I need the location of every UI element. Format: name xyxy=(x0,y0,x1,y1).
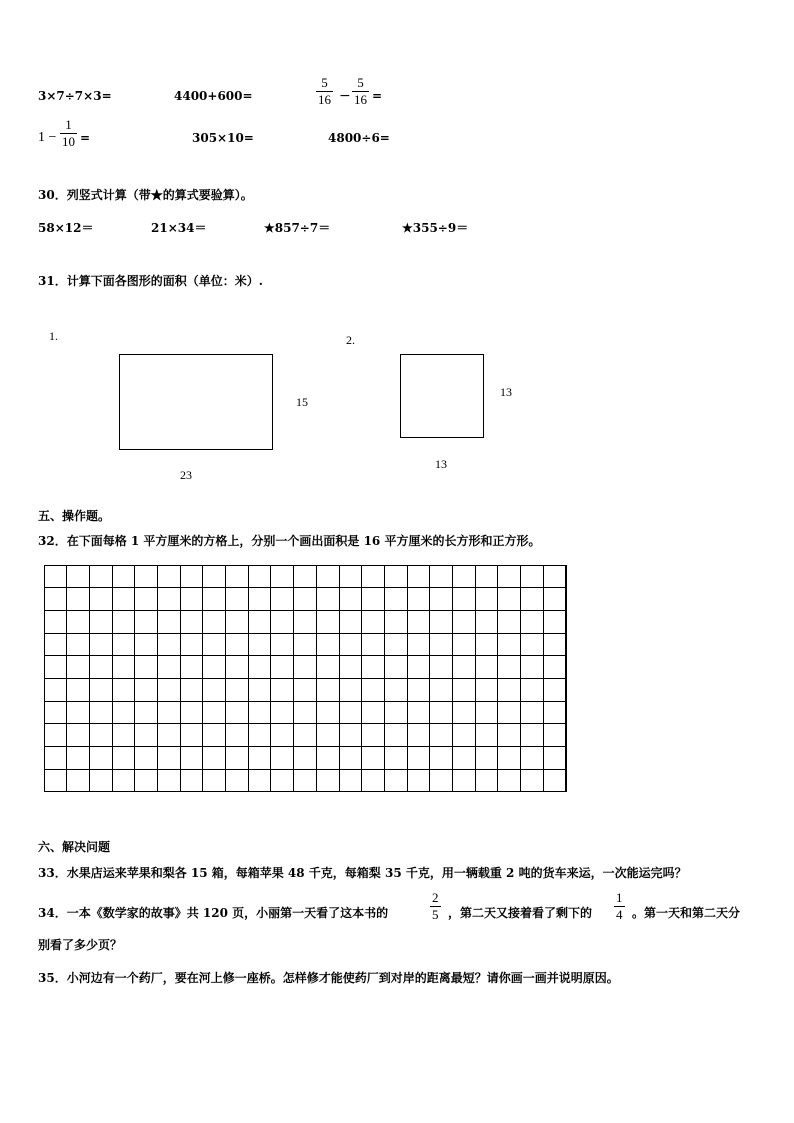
q30-item-1: 58×12＝ xyxy=(38,221,94,235)
calc-expr-4-frac xyxy=(60,117,77,150)
equals-sign: = xyxy=(372,89,383,103)
q30-item-3: ★857÷7＝ xyxy=(264,221,331,235)
denominator: 5 xyxy=(432,907,439,922)
q32-title: 32．在下面每格 1 平方厘米的方格上，分别一个画出面积是 16 平方厘米的长方形和正方形。 xyxy=(38,534,541,548)
denominator: 16 xyxy=(354,92,367,107)
calc-expr-4-lead: 1 − xyxy=(38,130,57,145)
calc-expr-1: 3×7÷7×3= xyxy=(38,89,112,103)
denominator: 16 xyxy=(318,92,331,107)
q35-text: 35．小河边有一个药厂，要在河上修一座桥。怎样修才能使药厂到对岸的距离最短？请你画一画并说明原因。 xyxy=(38,971,619,985)
q31-title: 31．计算下面各图形的面积（单位：米）. xyxy=(38,274,263,288)
figure-2-square xyxy=(400,354,484,438)
figure-2-height: 13 xyxy=(500,385,512,399)
q34-fraction-2 xyxy=(614,890,625,923)
numerator: 1 xyxy=(616,890,623,905)
numerator: 1 xyxy=(65,117,72,132)
section-6-heading: 六、解决问题 xyxy=(38,840,111,854)
q30-item-2: 21×34＝ xyxy=(151,221,207,235)
figure-1-label: 1. xyxy=(49,329,58,343)
q30-item-4: ★355÷9＝ xyxy=(402,221,469,235)
q34-text-line-2: 别看了多少页？ xyxy=(38,938,123,952)
calc-expr-3-frac-1 xyxy=(316,75,333,108)
calc-expr-6: 4800÷6= xyxy=(328,131,390,145)
square-grid[interactable] xyxy=(44,565,566,792)
figure-1-width: 23 xyxy=(180,468,192,482)
equals-sign: = xyxy=(80,131,91,145)
figure-2-label: 2. xyxy=(346,333,355,347)
q34-text-part-2: ，第二天又接着看了剩下的 xyxy=(448,906,593,920)
q34-fraction-1 xyxy=(430,890,441,923)
numerator: 5 xyxy=(321,75,328,90)
figure-1-height: 15 xyxy=(296,395,308,409)
q34-text-part-3: 。第一天和第二天分 xyxy=(632,906,741,920)
denominator: 10 xyxy=(62,134,75,149)
figure-2-width: 13 xyxy=(435,457,447,471)
numerator: 5 xyxy=(357,75,364,90)
q30-title: 30．列竖式计算（带★的算式要验算）。 xyxy=(38,188,253,202)
q34-text-part-1: 34．一本《数学家的故事》共 120 页，小丽第一天看了这本书的 xyxy=(38,906,389,920)
q33-text: 33．水果店运来苹果和梨各 15 箱，每箱苹果 48 千克，每箱梨 35 千克，用一辆载重 2 吨的货车来运，一次能运完吗？ xyxy=(38,866,687,880)
section-5-heading: 五、操作题。 xyxy=(38,509,111,523)
minus-sign: − xyxy=(339,88,351,104)
figure-1-rectangle xyxy=(119,354,273,450)
calc-expr-5: 305×10= xyxy=(192,131,254,145)
denominator: 4 xyxy=(616,907,623,922)
calc-expr-3-frac-2 xyxy=(352,75,369,108)
numerator: 2 xyxy=(432,890,439,905)
grid-border xyxy=(44,565,566,792)
calc-expr-2: 4400+600= xyxy=(174,89,253,103)
